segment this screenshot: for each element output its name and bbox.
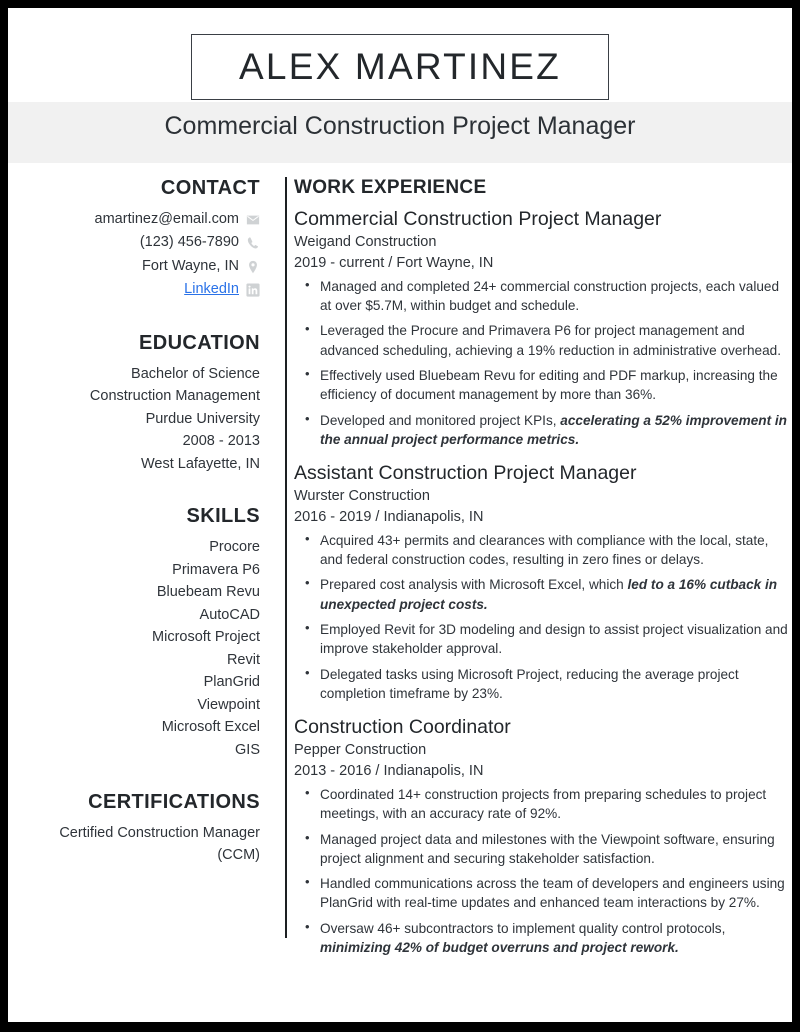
skill-item: Revit [226,651,260,668]
contact-linkedin-link[interactable]: LinkedIn [184,281,239,298]
job-bullets [294,785,792,957]
bullet-emphasis: minimizing 42% of budget overruns and project rework. [320,939,679,955]
job-meta: 2016 - 2019 / Indianapolis, IN [294,509,484,526]
bullet-text: Effectively used Bluebeam Revu for editing and PDF markup, increasing the efficiency of document management by more than 36%. [320,367,778,403]
job-bullet [320,277,792,316]
job-entry [294,715,792,957]
sidebar-heading-education: EDUCATION [138,331,260,354]
education-line: Bachelor of Science [131,365,260,382]
skill-item: Procore [209,539,260,556]
bullet-text: Acquired 43+ permits and clearances with compliance with the local, state, and federal construction codes, resulting in zero fines or delays. [320,532,769,568]
column-divider [285,177,287,938]
contact-item-email[interactable] [8,208,260,231]
envelope-icon [246,213,260,227]
page-title: ALEX MARTINEZ [239,46,561,87]
bullet-text: Prepared cost analysis with Microsoft Excel, which [320,577,628,593]
main-column [260,177,792,969]
bullet-text: Developed and monitored project KPIs, [320,412,561,428]
job-entry [294,207,792,449]
job-bullet [320,830,792,869]
skill-item: Bluebeam Revu [156,584,260,601]
certification-line: (CCM) [217,847,260,864]
resume-page [8,8,792,1022]
header-subtitle: Commercial Construction Project Manager [164,112,636,140]
bullet-text: Coordinated 14+ construction projects from preparing schedules to project meetings, with an accuracy rate of 92%. [320,786,767,822]
job-meta: 2019 - current / Fort Wayne, IN [294,254,494,271]
sidebar-heading-certifications: CERTIFICATIONS [88,790,260,813]
job-bullet [320,575,792,614]
job-title: Construction Coordinator [294,716,511,739]
bullet-text: Managed project data and milestones with the Viewpoint software, ensuring project alignment and securing stakeholder satisfaction. [320,831,775,866]
skill-item: Primavera P6 [172,561,260,578]
job-bullet [320,411,792,450]
job-bullets [294,277,792,449]
contact-item-linkedin[interactable] [8,278,260,301]
bullet-text: Employed Revit for 3D modeling and design to assist project visualization and improve stakeholder approval. [320,622,788,657]
job-bullets [294,531,792,703]
job-company: Wurster Construction [294,488,430,505]
education-line: Construction Management [89,388,260,405]
contact-item-location [8,255,260,278]
phone-icon [246,236,260,250]
education-list [8,363,260,475]
skill-item: Microsoft Excel [161,719,260,736]
certifications-list [8,822,260,867]
job-bullet [320,531,792,570]
job-bullet [320,665,792,704]
bullet-text: Delegated tasks using Microsoft Project, reducing the average project completion timeframe by 23%. [320,666,739,701]
bullet-text: Managed and completed 24+ commercial construction projects, each valued at over $5.7M, within budget and schedule. [320,278,780,314]
job-title: Assistant Construction Project Manager [294,462,637,485]
map-pin-icon [246,260,260,274]
contact-location-text: Fort Wayne, IN [142,257,239,274]
name-box [191,34,609,100]
skill-item: Microsoft Project [152,629,260,646]
education-line: West Lafayette, IN [140,455,260,472]
skill-item: PlanGrid [203,674,260,691]
main-heading-work-experience: WORK EXPERIENCE [294,177,487,198]
skill-item: GIS [235,741,260,758]
sidebar-heading-contact: CONTACT [160,177,260,199]
bullet-text: Leveraged the Procure and Primavera P6 for project management and advanced scheduling, achieving a 19% reduction in administrative overhead. [320,323,781,358]
job-company: Weigand Construction [294,233,437,250]
job-meta: 2013 - 2016 / Indianapolis, IN [294,763,484,780]
job-entry [294,461,792,703]
education-line: 2008 - 2013 [182,433,260,450]
job-bullet [320,366,792,405]
job-title: Commercial Construction Project Manager [294,208,662,230]
job-bullet [320,620,792,659]
job-company: Pepper Construction [294,742,427,759]
bullet-text: Handled communications across the team of developers and engineers using PlanGrid with real-time updates and enhanced team interactions by 27%. [320,876,785,911]
job-bullet [320,919,792,958]
contact-list [8,208,260,302]
bullet-emphasis: accelerating a 52% improvement in the annual project performance metrics. [320,412,787,447]
job-bullet [320,785,792,824]
contact-email-text: amartinez@email.com [94,211,239,227]
contact-phone-text: (123) 456-7890 [139,234,239,251]
skill-item: AutoCAD [199,606,260,623]
sidebar [8,177,260,969]
skill-item: Viewpoint [197,696,260,713]
contact-item-phone[interactable] [8,231,260,254]
job-bullet [320,321,792,360]
bullet-emphasis: led to a 16% cutback in unexpected project costs. [320,577,778,612]
certification-line: Certified Construction Manager [59,824,260,841]
bullet-text: Oversaw 46+ subcontractors to implement quality control protocols, [320,920,726,936]
linkedin-icon[interactable] [246,283,260,297]
resume-header [8,8,792,163]
resume-body [8,163,792,969]
skills-list [8,536,260,761]
sidebar-heading-skills: SKILLS [186,505,260,528]
job-bullet [320,874,792,913]
education-line: Purdue University [145,410,260,427]
